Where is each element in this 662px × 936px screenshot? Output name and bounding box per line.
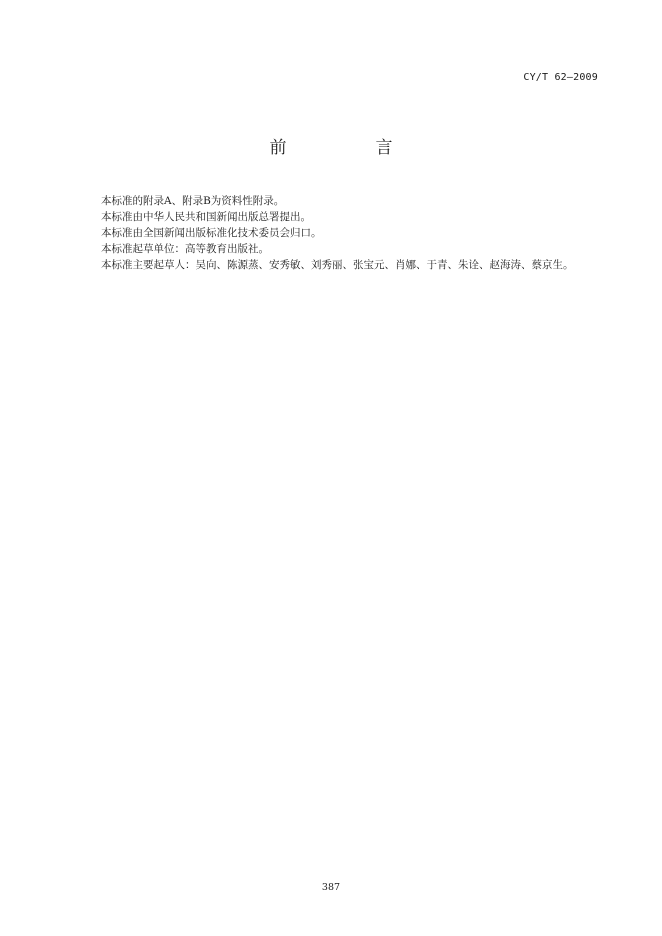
standard-code: CY/T 62—2009 <box>523 72 598 83</box>
foreword-body <box>80 193 600 273</box>
foreword-paragraph: 本标准由中华人民共和国新闻出版总署提出。 <box>101 211 311 223</box>
foreword-paragraph: 本标准起草单位：高等教育出版社。 <box>101 243 269 255</box>
page-number: 387 <box>321 882 341 893</box>
foreword-paragraph: 本标准的附录A、附录B为资料性附录。 <box>101 195 285 207</box>
page-title: 前 言 <box>269 138 429 158</box>
foreword-paragraph: 本标准主要起草人：吴向、陈源蒸、安秀敏、刘秀丽、张宝元、肖娜、于青、朱诠、赵海涛、蔡京生。 <box>101 259 574 271</box>
foreword-paragraph: 本标准由全国新闻出版标准化技术委员会归口。 <box>101 227 322 239</box>
